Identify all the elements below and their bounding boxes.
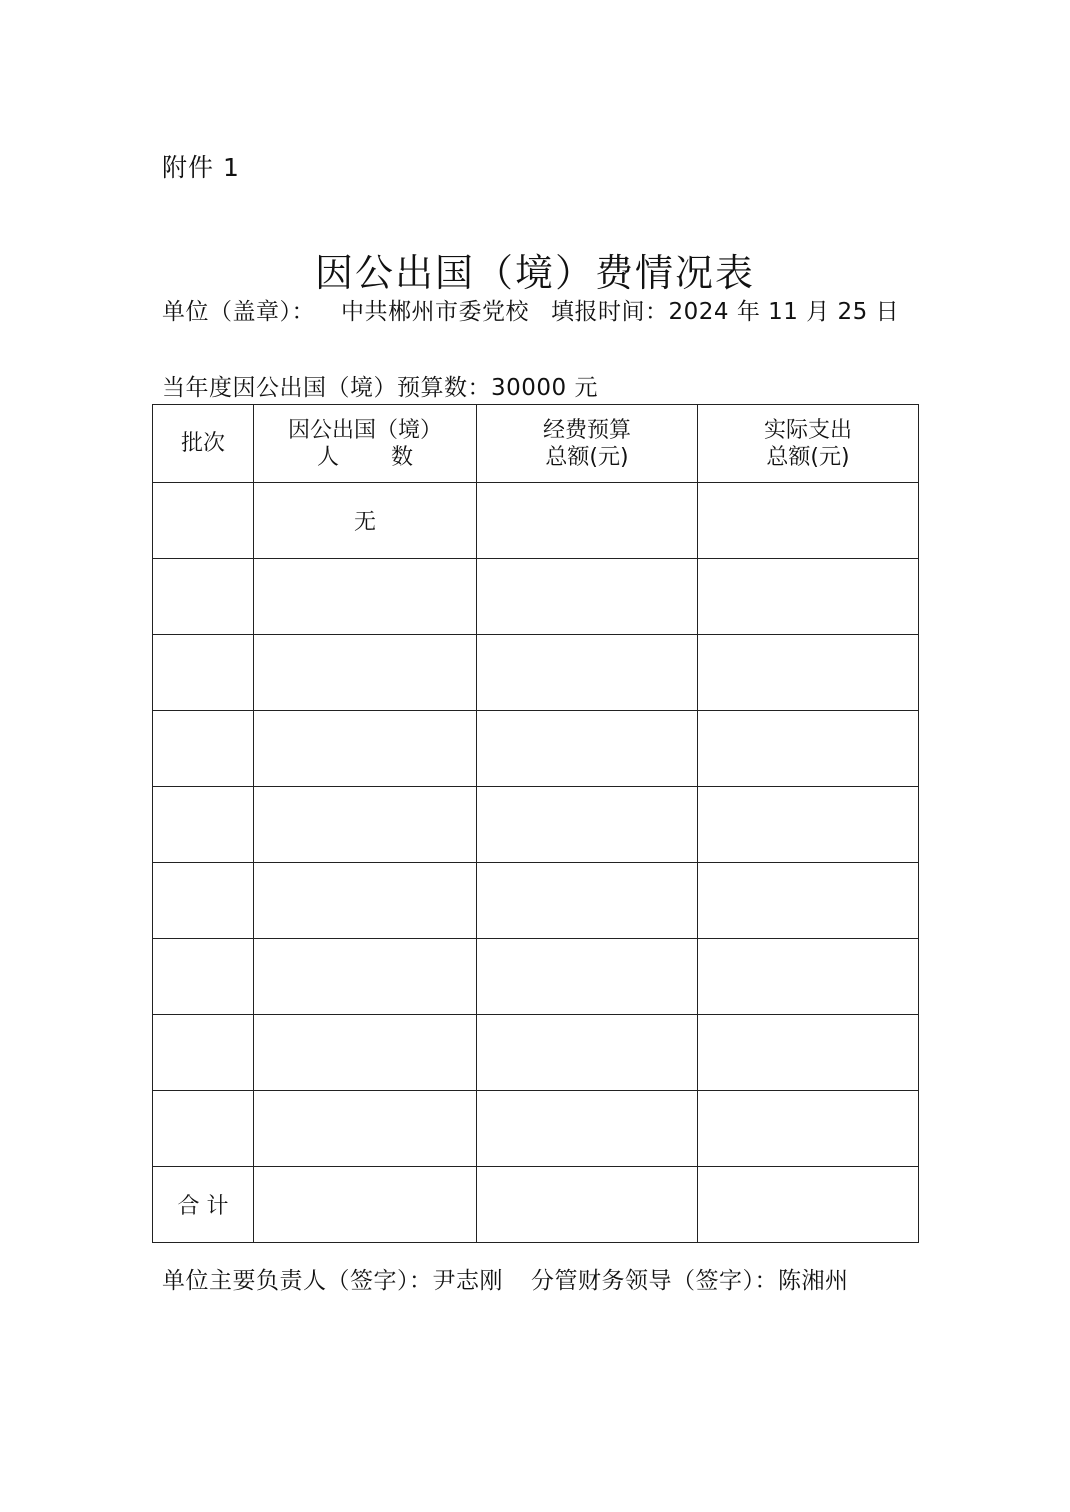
table-cell — [153, 711, 254, 787]
table-row — [153, 1015, 919, 1091]
table-cell — [254, 1091, 477, 1167]
unit-label: 单位（盖章）： — [162, 299, 315, 325]
table-cell — [153, 787, 254, 863]
table-cell — [153, 1015, 254, 1091]
table-cell — [254, 635, 477, 711]
table-cell — [698, 1015, 919, 1091]
total-cell — [477, 1167, 698, 1243]
table-cell — [153, 863, 254, 939]
table-cell — [153, 483, 254, 559]
table-cell — [477, 711, 698, 787]
leader-name: 尹志刚 — [432, 1268, 503, 1294]
signature-line — [162, 1262, 849, 1295]
table-row — [153, 635, 919, 711]
table-cell — [153, 1091, 254, 1167]
table-row — [153, 483, 919, 559]
total-cell — [254, 1167, 477, 1243]
budget-line — [162, 370, 922, 407]
unit-date-line — [162, 294, 922, 331]
table-cell — [254, 787, 477, 863]
table-cell — [254, 939, 477, 1015]
table-cell — [477, 483, 698, 559]
table-cell — [153, 635, 254, 711]
header-people-count: 因公出国（境） 人 数 — [254, 405, 477, 483]
table-cell — [477, 787, 698, 863]
leader-label: 单位主要负责人（签字）： — [162, 1268, 433, 1294]
table-row — [153, 787, 919, 863]
table-cell — [153, 939, 254, 1015]
table-body — [153, 483, 919, 1167]
table-cell — [477, 939, 698, 1015]
budget-label: 当年度因公出国（境）预算数： — [162, 375, 491, 401]
table-cell — [254, 863, 477, 939]
table-row — [153, 559, 919, 635]
table-cell — [698, 1091, 919, 1167]
table-cell — [698, 635, 919, 711]
unit-value: 中共郴州市委党校 — [341, 299, 529, 325]
table-row — [153, 711, 919, 787]
table-cell — [477, 863, 698, 939]
header-budget-total: 经费预算 总额(元) — [477, 405, 698, 483]
finance-label: 分管财务领导（签字）： — [531, 1268, 778, 1294]
table-cell — [254, 1015, 477, 1091]
table-cell — [477, 559, 698, 635]
table-cell — [698, 863, 919, 939]
header-actual-total: 实际支出 总额(元) — [698, 405, 919, 483]
table-cell: 无 — [254, 483, 477, 559]
total-label: 合 计 — [153, 1167, 254, 1243]
total-row — [153, 1167, 919, 1243]
page-title: 因公出国（境）费情况表 — [314, 251, 755, 295]
table-cell — [698, 483, 919, 559]
table-row — [153, 939, 919, 1015]
attachment-label: 附件 1 — [162, 153, 240, 182]
table-cell — [698, 939, 919, 1015]
total-cell — [698, 1167, 919, 1243]
table-row — [153, 1091, 919, 1167]
table-cell — [698, 711, 919, 787]
date-value: 2024 年 11 月 25 日 — [668, 299, 900, 325]
table-cell — [698, 787, 919, 863]
table-cell — [254, 711, 477, 787]
table-header-row — [153, 405, 919, 483]
header-batch: 批次 — [153, 405, 254, 483]
expense-table — [152, 404, 919, 1243]
finance-name: 陈湘州 — [778, 1268, 849, 1294]
table-cell — [477, 1015, 698, 1091]
date-label: 填报时间： — [551, 299, 669, 325]
table-cell — [477, 1091, 698, 1167]
table-cell — [254, 559, 477, 635]
table-cell — [477, 635, 698, 711]
table-row — [153, 863, 919, 939]
table-cell — [153, 559, 254, 635]
budget-value: 30000 元 — [491, 375, 598, 401]
table-cell — [698, 559, 919, 635]
